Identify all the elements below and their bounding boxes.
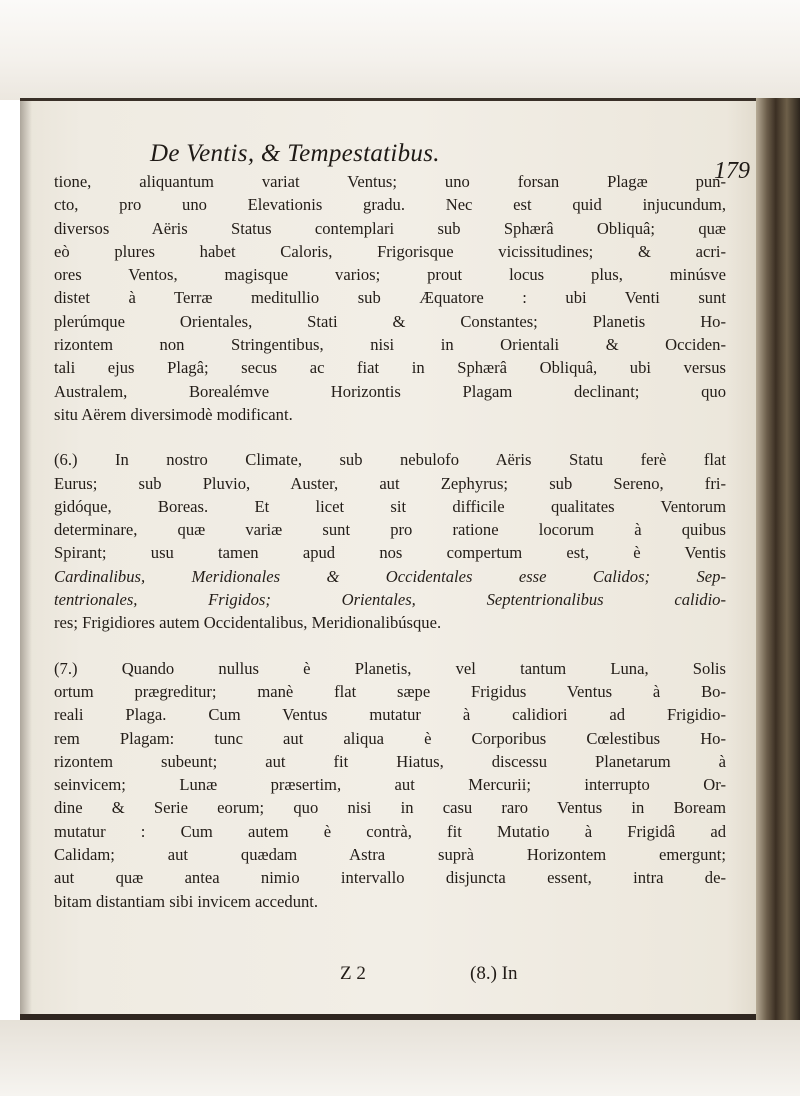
page-number: 179 bbox=[714, 158, 750, 184]
scan-margin-bottom bbox=[0, 1020, 800, 1096]
text-line: plerúmque Orientales, Stati & Constantes; Planetis Ho- bbox=[54, 311, 726, 331]
text-line: ores Ventos, magisque varios; prout locus plus, minúsve bbox=[54, 265, 726, 285]
text-line: determinare, quæ variæ sunt pro ratione locorum à quibus bbox=[54, 520, 726, 540]
text-line: eò plures habet Caloris, Frigorisque vicissitudines; & acri- bbox=[54, 241, 726, 261]
paragraph-6 bbox=[54, 448, 726, 634]
text-line: bitam distantiam sibi invicem accedunt. bbox=[54, 891, 319, 911]
body-text bbox=[54, 170, 726, 913]
text-line: seinvicem; Lunæ præsertim, aut Mercurii; interrupto Or- bbox=[54, 775, 726, 795]
text-line: reali Plaga. Cum Ventus mutatur à calidiori ad Frigidio- bbox=[54, 705, 726, 725]
text-line: rizontem non Stringentibus, nisi in Orientali & Occiden- bbox=[54, 335, 726, 355]
signature-mark: Z 2 bbox=[340, 963, 366, 984]
text-line: aut quæ antea nimio intervallo disjuncta essent, intra de- bbox=[54, 868, 726, 888]
page-edge-shadow bbox=[20, 98, 32, 1020]
book-binding bbox=[756, 98, 800, 1020]
text-line: mutatur : Cum autem è contrà, fit Mutatio à Frigidâ ad bbox=[54, 821, 726, 841]
scan-margin-top bbox=[0, 0, 800, 100]
catchword: (8.) In bbox=[470, 963, 518, 984]
text-line: tentrionales, Frigidos; Orientales, Septentrionalibus calidio- bbox=[54, 590, 726, 610]
page-footer bbox=[340, 963, 670, 991]
text-line: Calidam; aut quædam Astra suprà Horizontem emergunt; bbox=[54, 845, 726, 865]
text-line: Cardinalibus, Meridionales & Occidentales esse Calidos; Sep- bbox=[54, 566, 726, 586]
text-line: ortum prægreditur; manè flat sæpe Frigidus Ventus à Bo- bbox=[54, 681, 726, 701]
running-head: De Ventis, & Tempestatibus. bbox=[150, 140, 440, 167]
text-line: dine & Serie eorum; quo nisi in casu raro Ventus in Boream bbox=[54, 798, 726, 818]
text-line: (7.) Quando nullus è Planetis, vel tantum Luna, Solis bbox=[54, 658, 726, 678]
text-line: Spirant; usu tamen apud nos compertum est, è Ventis bbox=[54, 543, 726, 563]
text-line: diversos Aëris Status contemplari sub Sphærâ Obliquâ; quæ bbox=[54, 218, 726, 238]
text-line: cto, pro uno Elevationis gradu. Nec est quid injucundum, bbox=[54, 195, 726, 215]
paragraph-5-continued bbox=[54, 170, 726, 426]
text-line: Eurus; sub Pluvio, Auster, aut Zephyrus; sub Sereno, fri- bbox=[54, 473, 726, 493]
text-line: rizontem subeunt; aut fit Hiatus, discessu Planetarum à bbox=[54, 751, 726, 771]
text-line: (6.) In nostro Climate, sub nebulofo Aëris Statu ferè flat bbox=[54, 450, 726, 470]
text-line: gidóque, Boreas. Et licet sit difficile qualitates Ventorum bbox=[54, 496, 726, 516]
text-line: rem Plagam: tunc aut aliqua è Corporibus Cœlestibus Ho- bbox=[54, 728, 726, 748]
text-line: res; Frigidiores autem Occidentalibus, Meridionalibúsque. bbox=[54, 613, 442, 633]
text-line: Australem, Borealémve Horizontis Plagam declinant; quo bbox=[54, 381, 726, 401]
text-line: distet à Terræ meditullio sub Æquatore : ubi Venti sunt bbox=[54, 288, 726, 308]
text-line: tione, aliquantum variat Ventus; uno forsan Plagæ pun- bbox=[54, 172, 726, 191]
text-line: tali ejus Plagâ; secus ac fiat in Sphærâ Obliquâ, ubi versus bbox=[54, 358, 726, 378]
paragraph-7 bbox=[54, 657, 726, 913]
text-line: situ Aërem diversimodè modificant. bbox=[54, 404, 293, 424]
